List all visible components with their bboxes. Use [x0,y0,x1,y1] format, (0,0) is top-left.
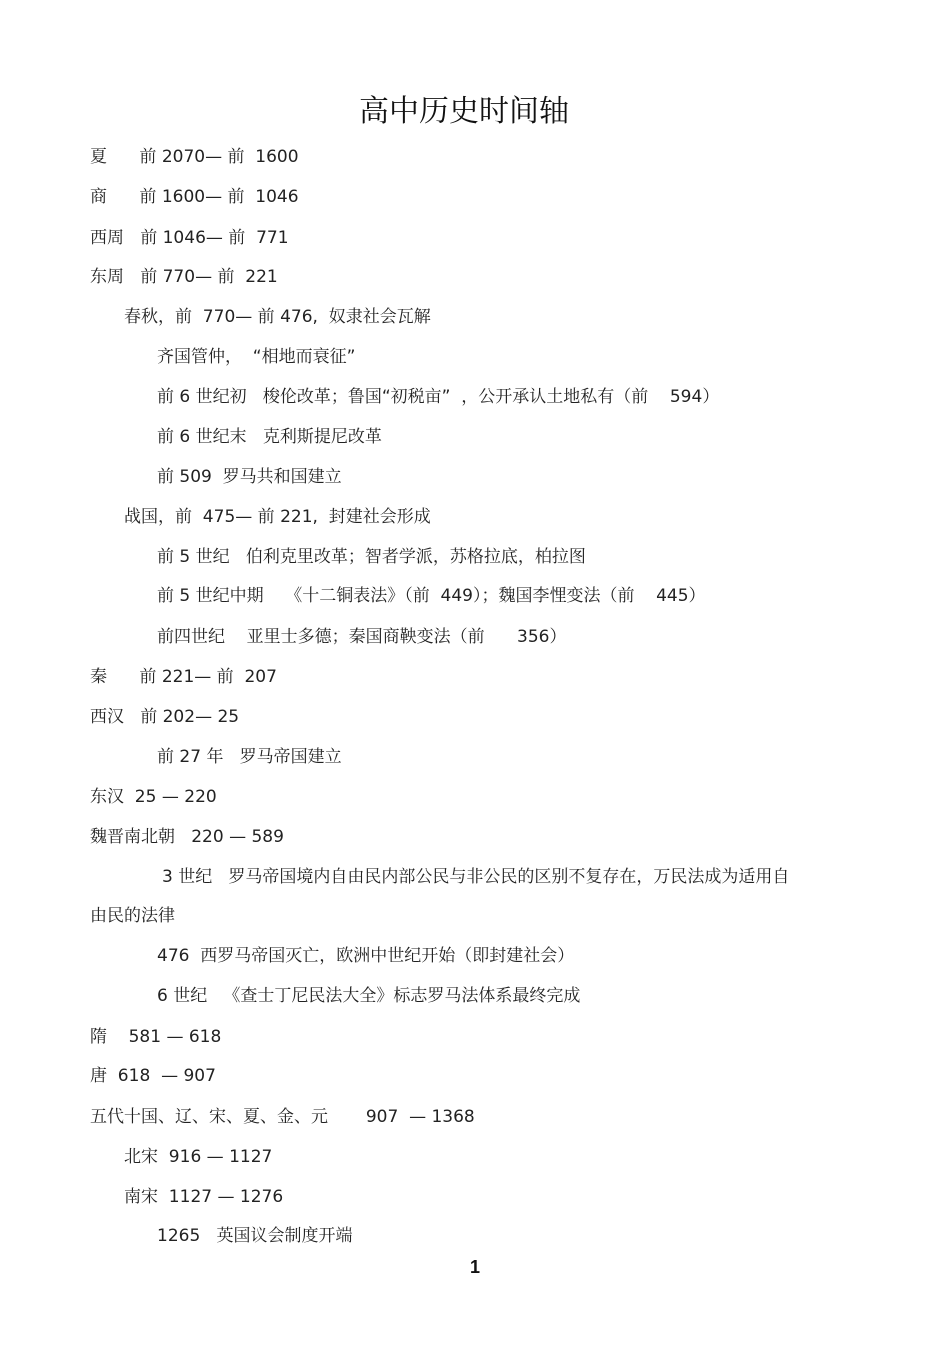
document-title: 高中历史时间轴 [359,94,569,129]
timeline-entry: 6 世纪 《查士丁尼民法大全》标志罗马法体系最终完成 [157,986,581,1006]
timeline-entry: 隋 581 — 618 [90,1027,222,1047]
timeline-entry: 前 509 罗马共和国建立 [157,467,342,487]
timeline-entry: 南宋 1127 — 1276 [124,1187,284,1207]
timeline-entry: 前 5 世纪中期 《十二铜表法》（前 449）；魏国李悝变法（前 445） [157,586,706,606]
timeline-entry: 西周 前 1046— 前 771 [90,228,289,248]
timeline-entry: 战国，前 475— 前 221, 封建社会形成 [124,507,431,527]
timeline-entry: 五代十国、辽、宋、夏、金、元 907 — 1368 [90,1107,475,1127]
page-number: 1 [469,1257,480,1277]
timeline-entry: 唐 618 — 907 [90,1066,216,1086]
timeline-entry: 北宋 916 — 1127 [124,1147,273,1167]
timeline-entry: 东周 前 770— 前 221 [90,267,278,287]
timeline-entry: 齐国管仲， “相地而衰征” [157,347,356,367]
timeline-entry: 魏晋南北朝 220 — 589 [90,827,284,847]
timeline-entry: 前 5 世纪 伯利克里改革；智者学派，苏格拉底，柏拉图 [157,547,586,567]
timeline-entry: 前四世纪 亚里士多德；秦国商鞅变法（前 356） [157,627,567,647]
timeline-entry: 由民的法律 [90,906,175,926]
timeline-entry: 秦 前 221— 前 207 [90,667,277,687]
timeline-entry: 前 6 世纪末 克利斯提尼改革 [157,427,382,447]
timeline-entry: 476 西罗马帝国灭亡，欧洲中世纪开始（即封建社会） [157,946,575,966]
timeline-entry: 东汉 25 — 220 [90,787,217,807]
timeline-entry: 1265 英国议会制度开端 [157,1226,353,1246]
timeline-entry: 西汉 前 202— 25 [90,707,240,727]
timeline-entry: 前 27 年 罗马帝国建立 [157,747,342,767]
timeline-entry: 商 前 1600— 前 1046 [90,187,299,207]
timeline-entry: 3 世纪 罗马帝国境内自由民内部公民与非公民的区别不复存在，万民法成为适用自 [162,867,790,887]
timeline-entry: 春秋，前 770— 前 476, 奴隶社会瓦解 [124,307,431,327]
timeline-entry: 前 6 世纪初 梭伦改革；鲁国“初税亩” ，公开承认土地私有（前 594） [157,387,720,407]
timeline-entry: 夏 前 2070— 前 1600 [90,147,299,167]
